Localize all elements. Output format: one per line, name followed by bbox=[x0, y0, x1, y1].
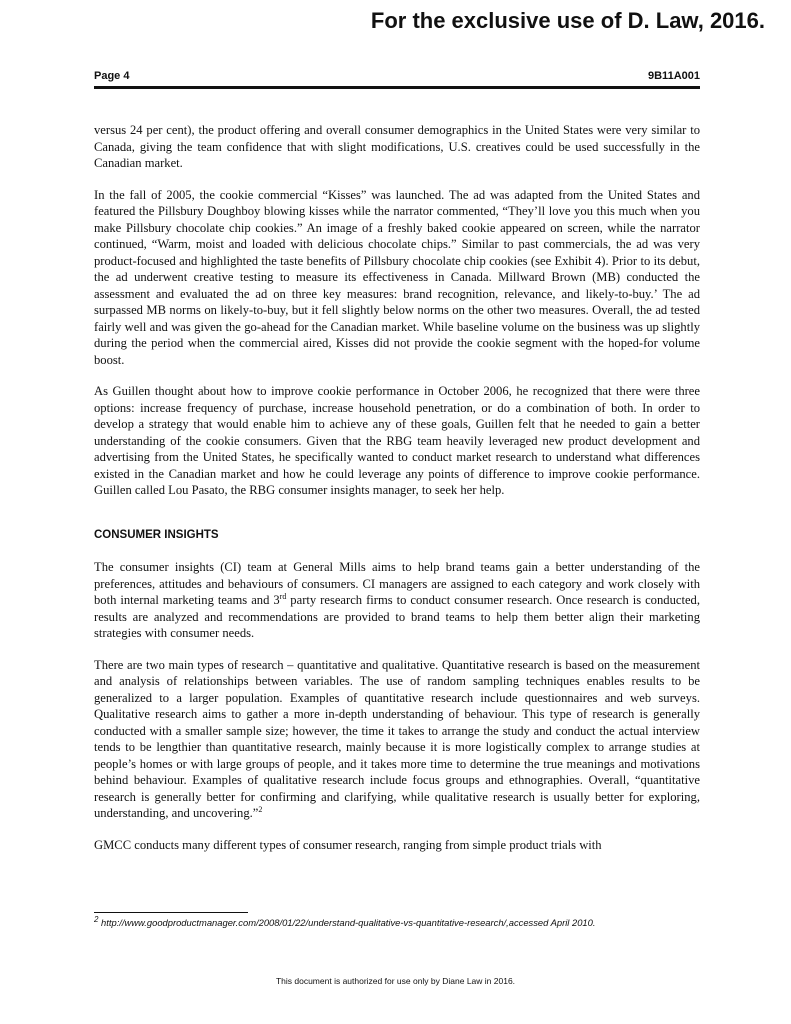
paragraph-5 bbox=[94, 657, 700, 822]
footnote-text: http://www.goodproductmanager.com/2008/01/22/understand-qualitative-vs-quantitative-research/,accessed April 2010. bbox=[98, 917, 596, 928]
paragraph-2: In the fall of 2005, the cookie commercial “Kisses” was launched. The ad was adapted from the United States and featured the Pillsbury Doughboy blowing kisses while the narrator commented, “They’ll love you this much when you make Pillsbury chocolate chip cookies.” An image of a freshly baked cookie appeared on screen, while the narrator continued, “Warm, moist and loaded with delicious chocolate chips.” Similar to past commercials, the ad was very product-focused and highlighted the taste benefits of Pillsbury chocolate chip cookies (see Exhibit 4). Prior to its debut, the ad underwent creative testing to measure its effectiveness in Canada. Millward Brown (MB) conducted the assessment and evaluated the ad on three key measures: brand recognition, relevance, and likely-to-buy.’ The ad surpassed MB norms on likely-to-buy, but it fell slightly below norms on the other two measures. Overall, the ad tested fairly well and was given the go-ahead for the Canadian market. While baseline volume on the business was up slightly during the period when the commercial aired, Kisses did not provide the cookie segment with the hoped-for volume boost. bbox=[94, 187, 700, 367]
paragraph-5-text: There are two main types of research – quantitative and qualitative. Quantitative research is based on the measurement and analysis of relationships between variables. The use of random sampling techniques enables results to be generalized to a larger population. Examples of quantitative research include questionnaires and web surveys. Qualitative research aims to gather a more in-depth understanding of behaviour. This type of research is generally conducted with a smaller sample size; however, the time it takes to arrange the study and conduct the actual interview tends to be lengthier than quantitative research, mainly because it is more logistically complex to arrange studies at people’s homes or with large groups of people, and it takes more time to determine the true meanings and motivations behind behaviour. Examples of qualitative research include focus groups and ethnographies. Overall, “quantitative research is generally better for confirming and clarifying, while qualitative research is usually better for exploring, understanding, and uncovering.” bbox=[94, 657, 700, 820]
footnote bbox=[94, 914, 700, 928]
footnote-marker: 2 bbox=[94, 914, 99, 924]
document-code: 9B11A001 bbox=[648, 70, 700, 82]
paragraph-6: GMCC conducts many different types of consumer research, ranging from simple product trials with bbox=[94, 837, 602, 852]
ordinal-superscript: rd bbox=[279, 591, 287, 601]
footnote-reference: 2 bbox=[258, 804, 263, 814]
paragraph-4 bbox=[94, 559, 700, 642]
authorization-notice: This document is authorized for use only by Diane Law in 2016. bbox=[275, 976, 516, 986]
paragraph-4-part-b: party research firms to conduct consumer research. Once research is conducted, results are analyzed and recommendations are provided to brand teams to help them better align their marketing strategies with consumer needs. bbox=[94, 593, 700, 640]
paragraph-3: As Guillen thought about how to improve cookie performance in October 2006, he recognized that there were three options: increase frequency of purchase, increase household penetration, or do a combination of both. In order to develop a strategy that would enable him to achieve any of these goals, Guillen felt that he needed to gain a better understanding of the cookie consumers. Given that the RBG team heavily leveraged new product development and advertising from the United States, he specifically wanted to conduct market research to understand what differences existed in the Canadian market and how he could leverage any points of difference to improve cookie performance. Guillen called Lou Pasato, the RBG consumer insights manager, to seek her help. bbox=[94, 384, 700, 497]
paragraph-4-part-a: The consumer insights (CI) team at General Mills aims to help brand teams gain a better understanding of the preferences, attitudes and behaviours of consumers. CI managers are assigned to each category and work closely with both internal marketing teams and 3 bbox=[94, 560, 700, 607]
exclusive-use-watermark: For the exclusive use of D. Law, 2016. bbox=[370, 8, 765, 33]
document-body bbox=[94, 122, 700, 868]
section-heading-consumer-insights: CONSUMER INSIGHTS bbox=[94, 528, 219, 541]
header-divider bbox=[94, 86, 700, 89]
page-number: Page 4 bbox=[94, 70, 130, 82]
paragraph-1: versus 24 per cent), the product offering and overall consumer demographics in the United States were very similar to Canada, giving the team confidence that with slight modifications, U.S. creatives could be used successfully in the Canadian market. bbox=[94, 123, 700, 170]
footnote-divider bbox=[94, 912, 248, 913]
